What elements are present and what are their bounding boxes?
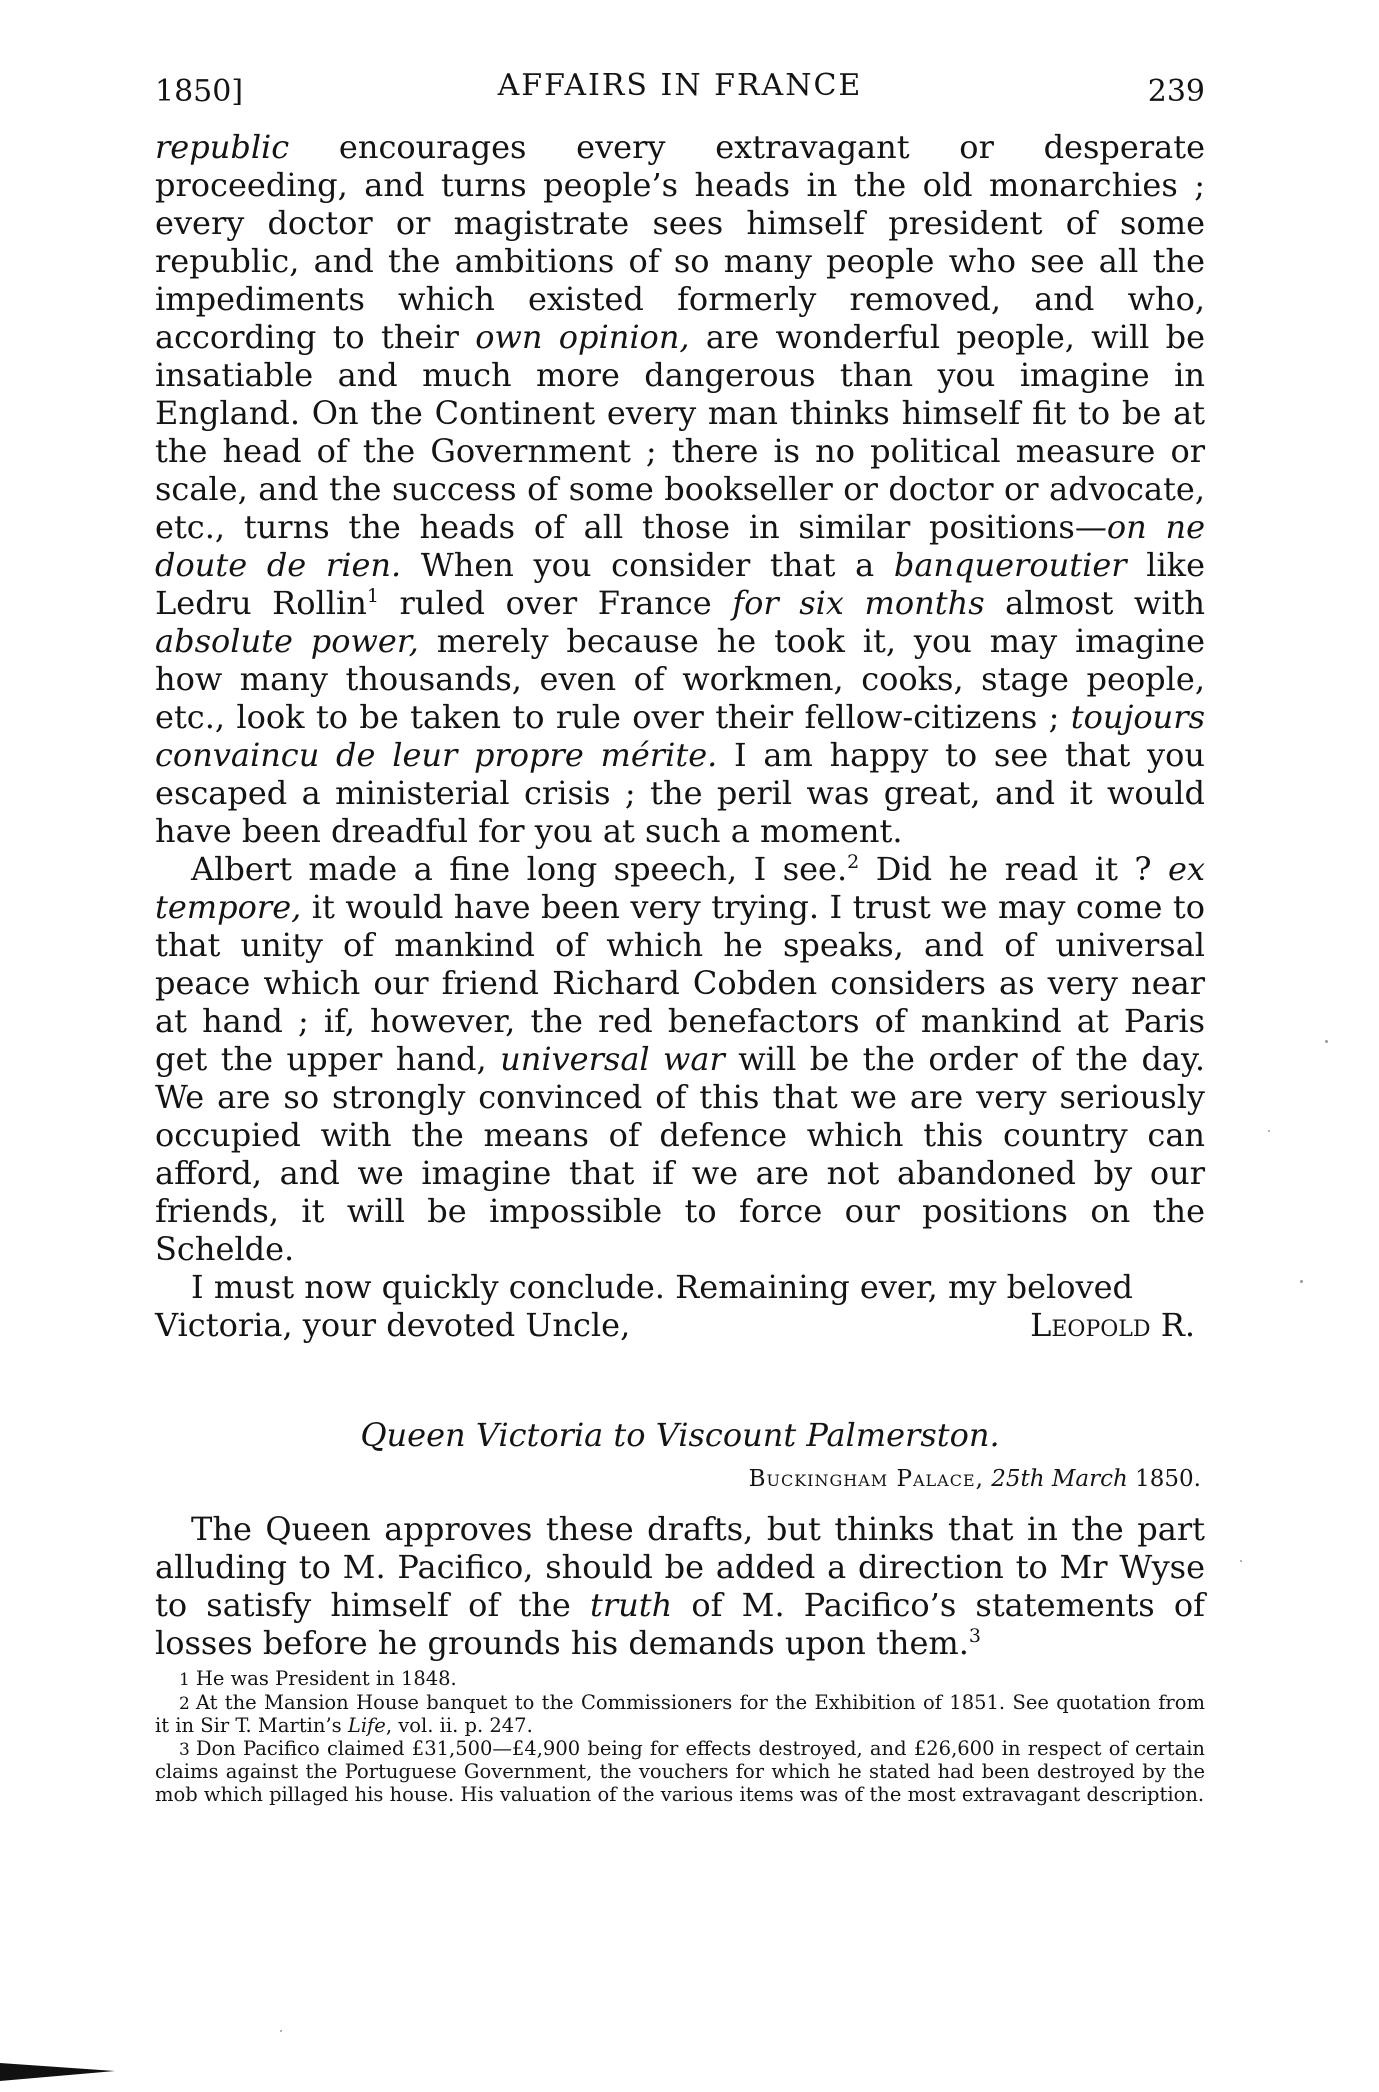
closing-line: I must now quickly conclude. Remaining ever, my beloved: [191, 1268, 1133, 1306]
paragraph-1: [155, 128, 1205, 850]
text-run: Albert made a fine long speech, I see.: [191, 850, 848, 888]
main-text: [155, 128, 1205, 1344]
text-run: like Ledru Rollin: [155, 546, 1206, 622]
scan-speck: [1325, 1040, 1328, 1043]
running-header: [155, 68, 1205, 118]
text-run: of M. Pacifico’s statements of losses before he grounds his demands upon them.: [155, 1586, 1206, 1662]
italic-text: own opinion,: [475, 318, 690, 356]
footnote-text: [155, 1737, 1205, 1806]
italic-text: toujours convaincu de leur propre mérite.: [155, 698, 1205, 774]
text-run: are wonderful people, will be insatiable and much more dangerous than you imagine in England. On the Continent every man thinks himself fit to be at the head of the Government ; there is no political measure or scale, and the success of some bookseller or doctor or advocate, etc., turns the heads of all those in similar positions—: [155, 318, 1206, 546]
text-run: Did he read it ?: [859, 850, 1169, 888]
footnote-ref: 2: [847, 851, 860, 873]
header-year: 1850]: [155, 74, 244, 109]
text-run: almost with: [984, 584, 1206, 622]
footnote-number: 2: [179, 1693, 190, 1714]
dateline-place: Buckingham Palace,: [748, 1466, 984, 1492]
letter-dateline: [749, 1466, 1201, 1492]
closing-salutation: Victoria, your devoted Uncle,: [155, 1306, 631, 1344]
scan-speck: [280, 2030, 282, 2032]
italic-text: for six months: [732, 584, 985, 622]
letter-paragraph: [155, 1510, 1205, 1662]
letter-text: [155, 1510, 1205, 1662]
signature-line: [155, 1306, 1205, 1344]
dateline-day: 25th March: [991, 1466, 1128, 1492]
text-run: , vol. ii. p. 247.: [385, 1714, 533, 1737]
italic-text: on ne doute de rien.: [155, 508, 1206, 584]
scan-speck: [1240, 1560, 1242, 1562]
footnote-number: 1: [179, 1670, 190, 1690]
text-run: I am happy to see that you escaped a ministerial crisis ; the peril was great, and it would have been dreadful for you at such a moment.: [155, 736, 1206, 850]
page-edge-arrow-mark: [0, 2063, 115, 2081]
dateline-year: 1850.: [1135, 1466, 1201, 1492]
italic-text: universal war: [500, 1040, 725, 1078]
paragraph-2: [155, 850, 1205, 1268]
text-run: When you consider that a: [401, 546, 894, 584]
italic-text: Life: [347, 1714, 386, 1737]
italic-text: republic: [155, 128, 290, 166]
footnote-text: [196, 1667, 457, 1690]
scan-speck: [1300, 1280, 1303, 1283]
italic-text: banqueroutier: [893, 546, 1127, 584]
footnote-ref: 3: [968, 1625, 981, 1647]
italic-text: absolute power,: [155, 622, 419, 660]
text-run: encourages every extravagant or desperate proceeding, and turns people’s heads in the old monarchies ; every doctor or magistrate sees himself president of some republic, and the ambitions of so many people who see all the impediments which existed formerly removed, and who, according to their: [155, 128, 1205, 356]
text-run: it would have been very trying. I trust we may come to that unity of mankind of which he speaks, and of universal peace which our friend Richard Cobden considers as very near at hand ; if, however, the red benefactors of mankind at Paris get the upper hand,: [155, 888, 1205, 1078]
italic-text: truth: [590, 1586, 673, 1624]
footnote-3: [155, 1738, 1205, 1807]
signature: Leopold R.: [1030, 1306, 1195, 1344]
text-run: merely because he took it, you may imagine how many thousands, even of workmen, cooks, stage people, etc., look to be taken to rule over their fellow-citizens ;: [155, 622, 1206, 736]
footnotes: [155, 1668, 1205, 1806]
scan-speck: [1268, 1130, 1270, 1132]
footnote-1: [155, 1668, 1205, 1692]
header-title: AFFAIRS IN FRANCE: [497, 68, 863, 103]
footnote-number: 3: [179, 1739, 190, 1760]
italic-text: ex tempore,: [155, 850, 1206, 926]
text-run: will be the order of the day. We are so strongly convinced of this that we are very seriously occupied with the means of defence which this country can afford, and we imagine that if we are not abandoned by our friends, it will be impossible to force our positions on the Schelde.: [155, 1040, 1206, 1268]
text-run: Don Pacifico claimed £31,500—£4,900 being for effects destroyed, and £26,600 in respect of certain claims against the Portuguese Government, the vouchers for which he stated had been destroyed by the mob which pillaged his house. His valuation of the various items was of the most extravagant description.: [155, 1736, 1205, 1806]
text-run: The Queen approves these drafts, but thinks that in the part alluding to M. Pacifico, should be added a direction to Mr Wyse to satisfy himself of the: [155, 1510, 1205, 1624]
footnote-ref: 1: [366, 585, 379, 607]
text-run: ruled over France: [378, 584, 733, 622]
page-number: 239: [1147, 74, 1205, 109]
text-run: At the Mansion House banquet to the Commissioners for the Exhibition of 1851. See quotation from it in Sir T. Martin’s: [155, 1690, 1205, 1737]
footnote-2: [155, 1692, 1205, 1738]
text-run: He was President in 1848.: [195, 1667, 457, 1690]
letter-heading: Queen Victoria to Viscount Palmerston.: [360, 1416, 1000, 1454]
book-page: [155, 0, 1215, 2092]
footnote-text: [155, 1691, 1205, 1738]
